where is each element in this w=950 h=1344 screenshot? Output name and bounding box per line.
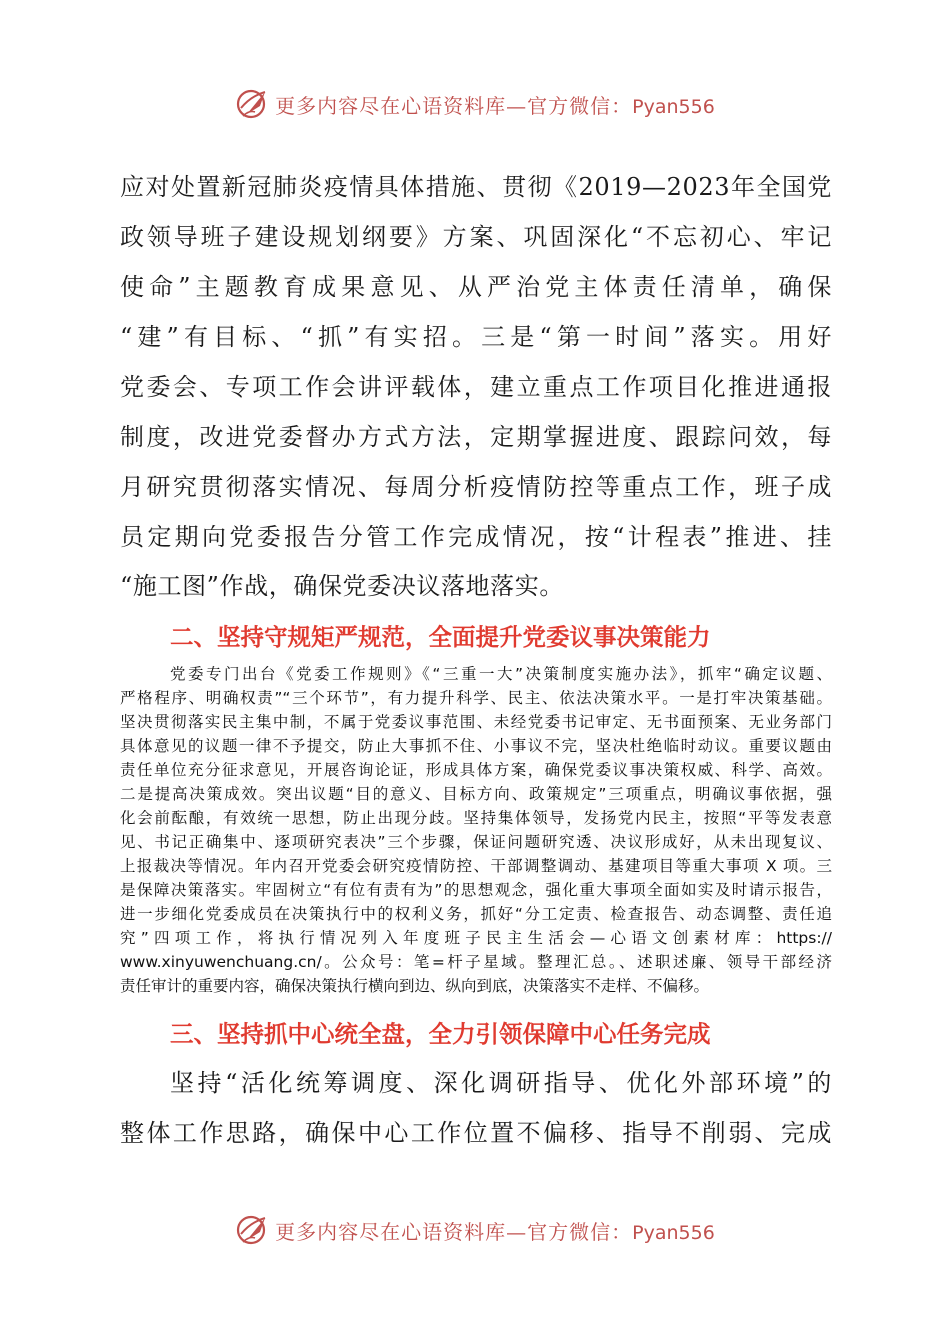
header-wechat-id: Pyan556 (632, 95, 715, 118)
body-line: 制度，改进党委督办方式方法，定期掌握进度、跟踪问效，每 (120, 423, 832, 451)
small-text-line: 党委专门出台《党委工作规则》《“三重一大”决策制度实施办法》，抓牢“确定议题、 (170, 665, 832, 683)
pen-logo-icon (235, 86, 271, 122)
footer-wechat-id: Pyan556 (632, 1221, 715, 1244)
small-text-line: 上报裁决等情况。年内召开党委会研究疫情防控、干部调整调动、基建项目等重大事项 X 项。三 (120, 857, 832, 875)
body-line: 整体工作思路，确保中心工作位置不偏移、指导不削弱、完成 (120, 1119, 832, 1147)
footer-banner-inner (235, 1212, 715, 1248)
small-text-line: 二是提高决策成效。突出议题“目的意义、目标方向、政策规定”三项重点，明确议事依据，强 (120, 785, 832, 803)
small-text-line: www.xinyuwenchuang.cn/。公众号：笔=杆子星域。整理汇总。、述职述廉、领导干部经济 (120, 953, 832, 971)
small-text-line: 究”四项工作，将执行情况列入年度班子民主生活会—心语文创素材库：https:// (120, 929, 832, 947)
body-line: “施工图”作战，确保党委决议落地落实。 (120, 572, 564, 600)
section-heading-2: 二、坚持守规矩严规范，全面提升党委议事决策能力 (170, 623, 711, 651)
body-line: 党委会、专项工作会讲评载体，建立重点工作项目化推进通报 (120, 373, 832, 401)
footer-banner-text: 更多内容尽在心语资料库—官方微信：Pyan556 (275, 1219, 715, 1244)
pen-logo-icon (235, 1212, 271, 1248)
small-text-line: 见、书记正确集中、逐项研究表决”三个步骤，保证问题研究透、决议形成好，从未出现复议、 (120, 833, 832, 851)
small-text-line: 严格程序、明确权责”“三个环节”，有力提升科学、民主、依法决策水平。一是打牢决策基础。 (120, 689, 832, 707)
body-line: “建”有目标、“抓”有实招。三是“第一时间”落实。用好 (120, 323, 832, 351)
footer-banner (0, 1208, 950, 1252)
small-text-line: 坚决贯彻落实民主集中制，不属于党委议事范围、未经党委书记审定、无书面预案、无业务部门 (120, 713, 832, 731)
small-text-line: 是保障决策落实。牢固树立“有位有责有为”的思想观念，强化重大事项全面如实及时请示报告， (120, 881, 832, 899)
body-line: 坚持“活化统筹调度、深化调研指导、优化外部环境”的 (170, 1069, 832, 1097)
small-text-line: 化会前酝酿，有效统一思想，防止出现分歧。坚持集体领导，发扬党内民主，按照“平等发表意 (120, 809, 832, 827)
body-line: 员定期向党委报告分管工作完成情况，按“计程表”推进、挂 (120, 523, 832, 551)
body-line: 使命”主题教育成果意见、从严治党主体责任清单，确保 (120, 273, 832, 301)
small-text-line: 进一步细化党委成员在决策执行中的权利义务，抓好“分工定责、检查报告、动态调整、责任追 (120, 905, 832, 923)
small-text-line: 责任单位充分征求意见，开展咨询论证，形成具体方案，确保党委议事决策权威、科学、高效。 (120, 761, 832, 779)
small-text-line: 具体意见的议题一律不予提交，防止大事抓不住、小事议不完，坚决杜绝临时动议。重要议题由 (120, 737, 832, 755)
body-line: 月研究贯彻落实情况、每周分析疫情防控等重点工作，班子成 (120, 473, 832, 501)
header-banner-inner (235, 86, 715, 122)
section-heading-3: 三、坚持抓中心统全盘，全力引领保障中心任务完成 (170, 1020, 711, 1048)
small-text-line: 责任审计的重要内容，确保决策执行横向到边、纵向到底，决策落实不走样、不偏移。 (120, 977, 710, 995)
body-line: 应对处置新冠肺炎疫情具体措施、贯彻《2019—2023年全国党 (120, 173, 832, 201)
header-banner (0, 82, 950, 126)
body-line: 政领导班子建设规划纲要》方案、巩固深化“不忘初心、牢记 (120, 223, 832, 251)
header-banner-text: 更多内容尽在心语资料库—官方微信：Pyan556 (275, 93, 715, 118)
